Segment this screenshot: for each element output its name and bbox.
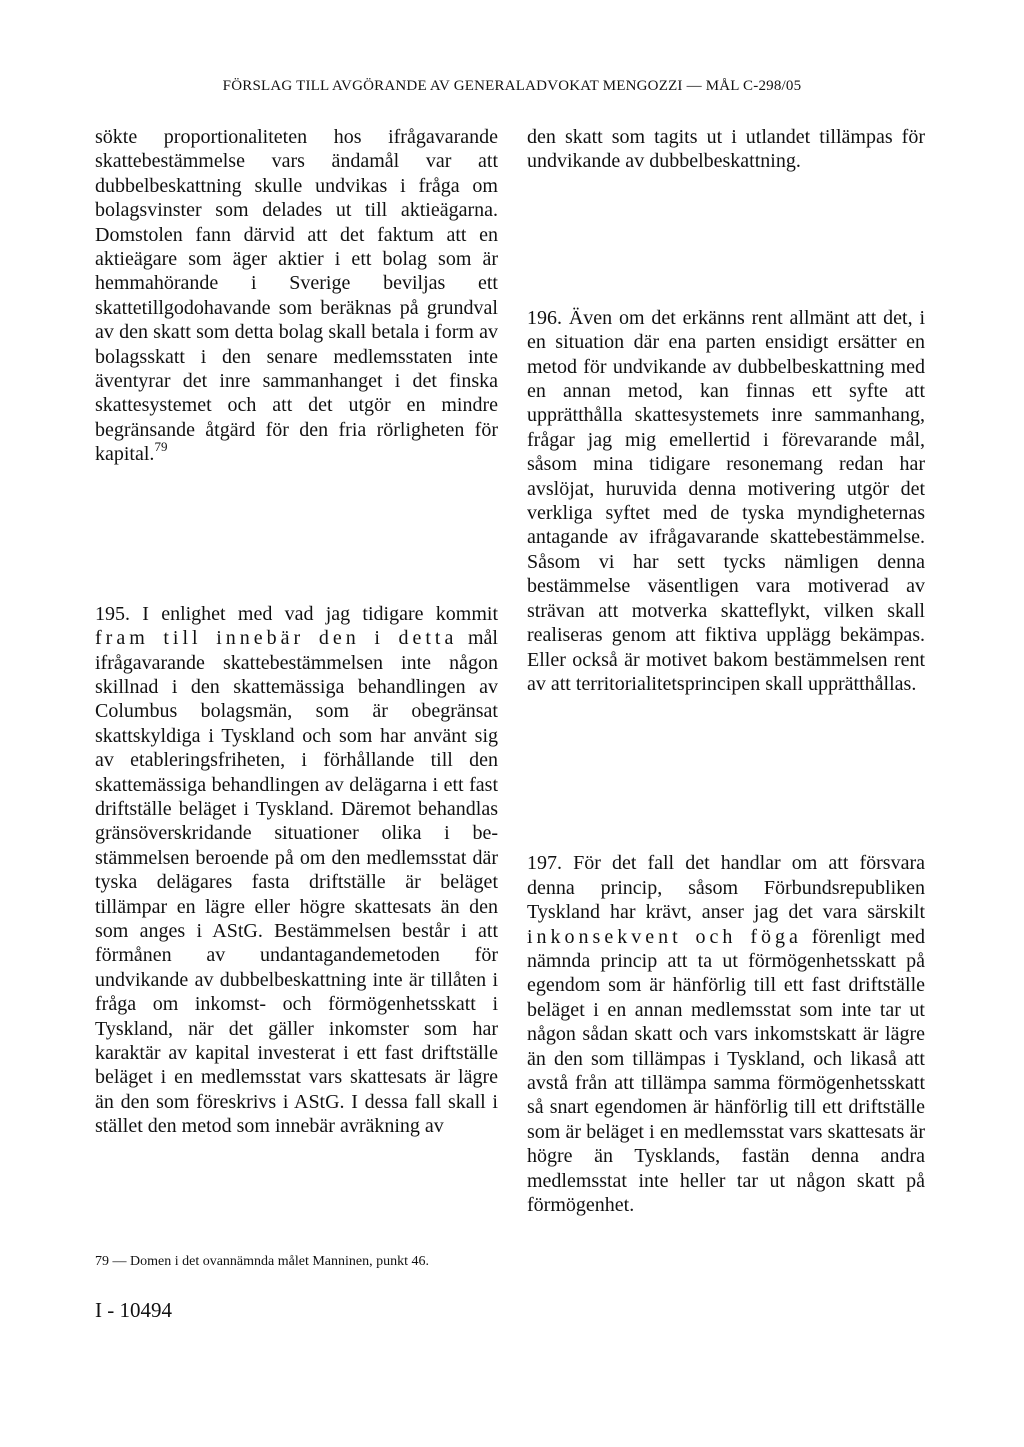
page-number: I - 10494 bbox=[95, 1298, 172, 1322]
paragraph-196: 196. Även om det erkänns rent allmänt att det, i en situation där ena parten ensidigt ersätter en metod för undvikande av dubbelbeskattning med en annan metod, kan finnas ett syfte att upprätthålla skattesystemets inre sammanhang, frågar jag mig emellertid i förevarande mål, såsom mina tidigare resonemang redan har avslöjat, huruvida denna motivering utgör det verkliga syftet med de tyska myndigheternas antagande av ifrågavarande skattebestämmelse. Såsom vi har sett tycks nämligen denna bestämmelse väsentligen vara motiverad av strävan att motverka skatteflykt, vilken skall realiseras genom att fiktiva upplägg bekämpas. Eller också är motivet bakom bestämmelsen rent av att territorialitetsprincipen skall upprätthållas. bbox=[527, 306, 925, 695]
left-column bbox=[95, 125, 498, 1139]
right-column bbox=[527, 125, 925, 1217]
right-continuation-paragraph: den skatt som tagits ut i utlandet tillämpas för undvikande av dubbelbeskattning. bbox=[527, 126, 925, 173]
running-header: FÖRSLAG TILL AVGÖRANDE AV GENERALADVOKAT MENGOZZI — MÅL C-298/05 bbox=[222, 78, 802, 94]
footnote: 79 — Domen i det ovannämnda målet Manninen, punkt 46. bbox=[95, 1254, 429, 1269]
left-continuation-text: sökte proportionaliteten hos ifrågavarande skattebestämmelse vars ändamål var att dubbelbeskattning skulle undvikas i fråga om bolagsvinster som delades ut till aktieägarna. Domstolen fann därvid att det faktum att en aktieägare som äger aktier i ett bolag som är hemmahörande i Sverige beviljas ett skattetillgodohavande som beräknas på grundval av den skatt som detta bolag skall betala i form av bolagsskatt i den senare medlemsstaten inte äventyrar det inre sammanhanget i det finska skattesystemet och att det utgör en mindre begränsande åtgärd för den fria rörligheten för kapital. bbox=[95, 126, 498, 466]
paragraph-195-intro: 195. I enlighet med vad jag tidigare kommit bbox=[95, 602, 498, 625]
paragraph-197 bbox=[527, 851, 925, 1217]
paragraph-197-text: förenligt med nämnda princip att ta ut förmögenhetsskatt på egendom som är hänförlig till ett fast driftställe beläget i en annan medlemsstat som inte tar ut någon sådan skatt och vars inkomstskatt är lägre än den som tillämpas i Tyskland, och likaså att avstå från att tillämpa samma förmögenhetsskatt så snart egendomen är hänförlig till ett driftställe som är beläget i en medlemsstat vars skattesats är högre än Tysklands, fastän denna andra medlemsstat inte heller tar ut någon skatt på förmögenhet. bbox=[527, 925, 925, 1216]
footnote-reference: 79 bbox=[154, 439, 168, 455]
left-continuation-paragraph bbox=[95, 125, 498, 467]
paragraph-195-text: mål ifrågavarande skattebestämmelsen inte någon skillnad i den skattemässiga behandlingen av Columbus bolagsmän, som är obegränsat skattskyldiga i Tyskland och som har använt sig av etableringsfriheten, i förhållande till den skattemässiga behandlingen av delägarna i ett fast driftställe beläget i Tyskland. Däremot behandlas gränsöverskridande situationer olika i bestämmelsen beroende på om den medlemsstat där tyska delägares fasta driftställe är beläget tillämpar en lägre eller högre skattesats än den som anges i AStG. Bestämmelsen består i att förmånen av undantagandemetoden för undvikande av dubbelbeskattning inte är tillåten i fråga om inkomst- och förmögenhetsskatt i Tyskland, när det gäller inkomster som har karaktär av kapital investerat i ett fast driftställe beläget i en medlemsstat vars skattesats är lägre än den som föreskrivs i AStG. I dessa fall skall i stället den metod som innebär avräkning av bbox=[95, 627, 498, 1138]
paragraph-197-intro: 197. För det fall det handlar om att försvara denna princip, såsom Förbundsrepubliken Tyskland har krävt, anser jag det vara särskilt bbox=[527, 852, 925, 924]
paragraph-197-spaced-phrase: inkonsekvent och föga bbox=[527, 925, 802, 948]
paragraph-195-spaced-phrase: fram till innebär den i detta bbox=[95, 627, 458, 650]
paragraph-195 bbox=[95, 602, 498, 1139]
